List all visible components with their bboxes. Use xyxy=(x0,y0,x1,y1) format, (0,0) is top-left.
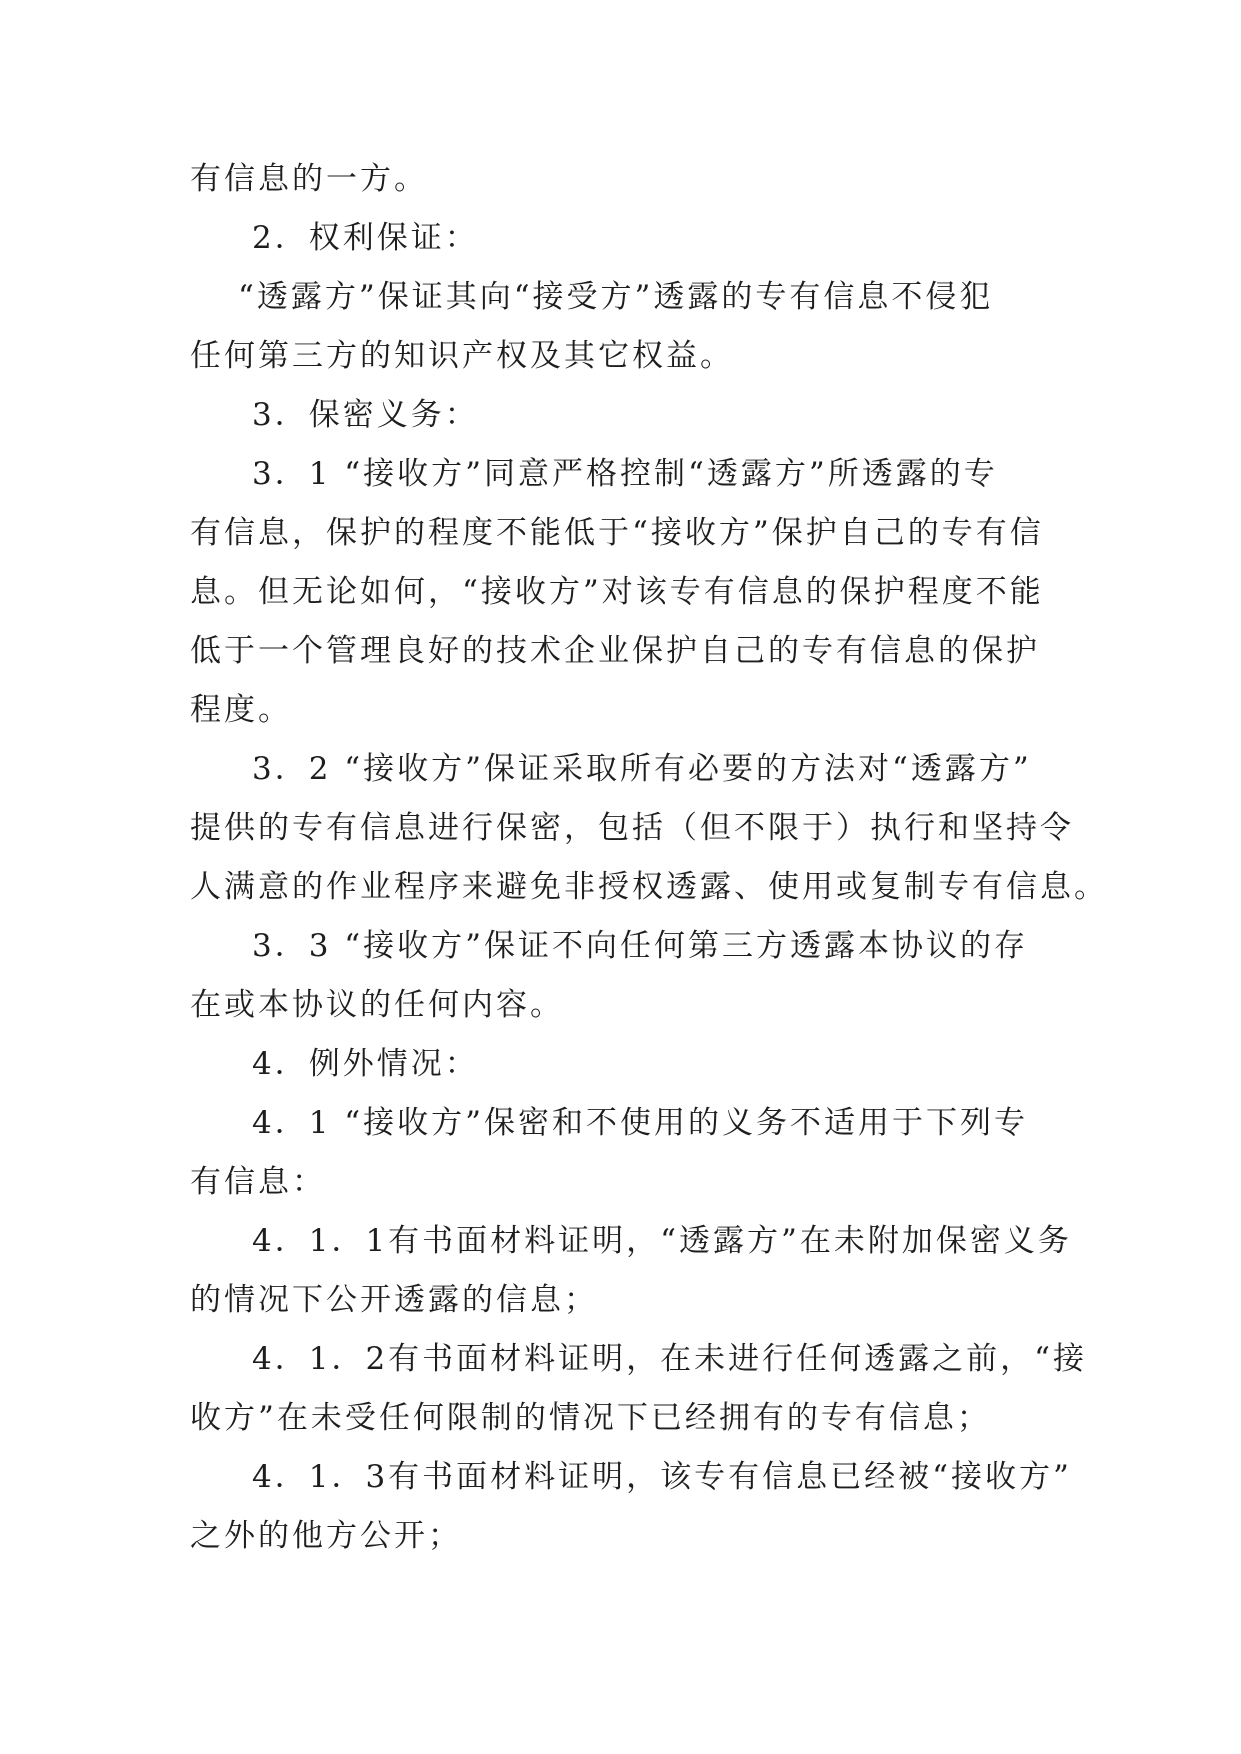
text-line: 程度。 xyxy=(190,692,292,728)
clause-3-3: 3．3 “接收方”保证不向任何第三方透露本协议的存 xyxy=(252,928,1028,964)
text-line: 之外的他方公开； xyxy=(190,1518,462,1554)
text-line: 在或本协议的任何内容。 xyxy=(190,987,564,1023)
text-line: 有信息的一方。 xyxy=(190,161,428,197)
clause-4-1: 4．1 “接收方”保密和不使用的义务不适用于下列专 xyxy=(252,1105,1028,1141)
clause-4-1-3: 4．1．3有书面材料证明，该专有信息已经被“接收方” xyxy=(252,1459,1072,1495)
text-line: 有信息，保护的程度不能低于“接收方”保护自己的专有信 xyxy=(190,515,1044,551)
text-line: 有信息： xyxy=(190,1164,326,1200)
clause-4-1-2: 4．1．2有书面材料证明，在未进行任何透露之前，“接 xyxy=(252,1341,1088,1377)
clause-4-1-1: 4．1．1有书面材料证明，“透露方”在未附加保密义务 xyxy=(252,1223,1072,1259)
text-line: 的情况下公开透露的信息； xyxy=(190,1282,598,1318)
text-line: “透露方”保证其向“接受方”透露的专有信息不侵犯 xyxy=(238,279,994,315)
section-heading-rights-guarantee: 2．权利保证： xyxy=(252,220,479,256)
text-line: 低于一个管理良好的技术企业保护自己的专有信息的保护 xyxy=(190,633,1040,669)
clause-3-2: 3．2 “接收方”保证采取所有必要的方法对“透露方” xyxy=(252,751,1032,787)
clause-3-1: 3．1 “接收方”同意严格控制“透露方”所透露的专 xyxy=(252,456,998,492)
text-line: 人满意的作业程序来避免非授权透露、使用或复制专有信息。 xyxy=(190,869,1108,905)
text-line: 收方”在未受任何限制的情况下已经拥有的专有信息； xyxy=(190,1400,991,1436)
section-heading-confidentiality: 3．保密义务： xyxy=(252,397,479,433)
section-heading-exceptions: 4．例外情况： xyxy=(252,1046,479,1082)
text-line: 任何第三方的知识产权及其它权益。 xyxy=(190,338,734,374)
text-line: 息。但无论如何，“接收方”对该专有信息的保护程度不能 xyxy=(190,574,1044,610)
document-body xyxy=(190,150,1108,1566)
text-line: 提供的专有信息进行保密，包括（但不限于）执行和坚持令 xyxy=(190,810,1074,846)
